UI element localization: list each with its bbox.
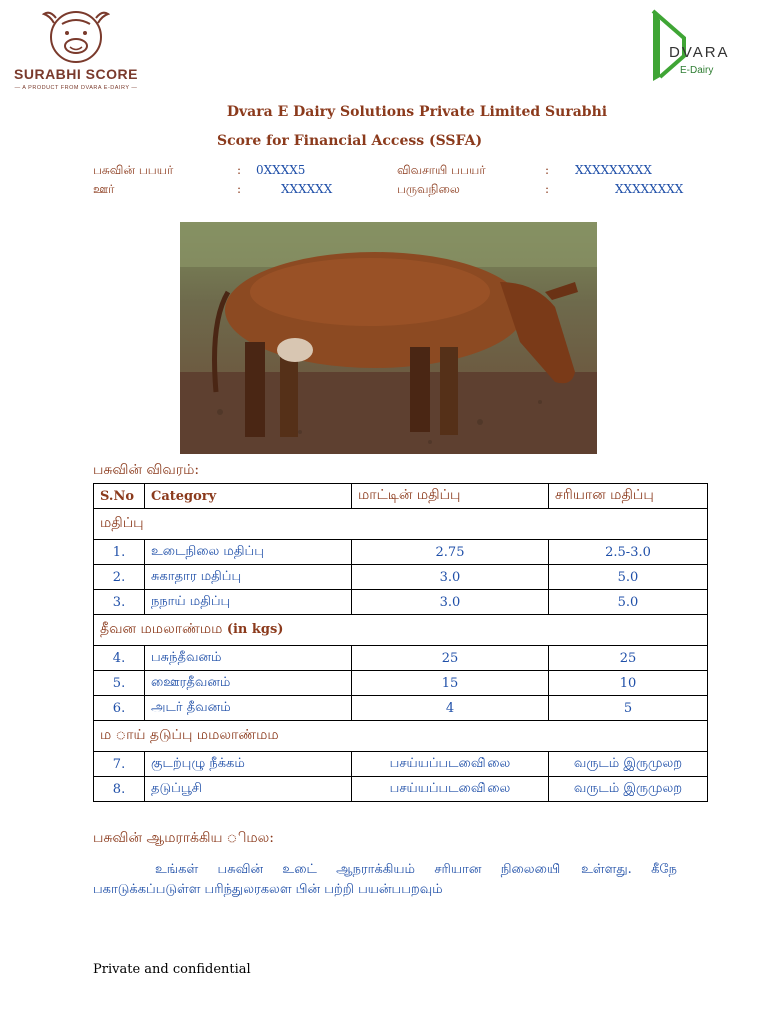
header-category: Category: [145, 484, 352, 509]
row-sno: 4.: [94, 646, 145, 671]
table-header-row: [94, 484, 708, 509]
row-ideal-value: 10: [549, 671, 708, 696]
dvara-wordmark: DVARA: [669, 44, 730, 61]
row-cow-value: பசய்யப்படவிை்லை: [352, 777, 549, 802]
table-group-row: [94, 721, 708, 752]
cow-photo: [180, 222, 597, 454]
row-cow-value: 3.0: [352, 590, 549, 615]
row-ideal-value: 5.0: [549, 590, 708, 615]
header-cow-value: மாட்டின் மதிப்பு: [352, 484, 549, 509]
report-title-line1: Dvara E Dairy Solutions Private Limited Surabhi: [226, 104, 608, 120]
row-category: சுகாதார மதிப்பு: [145, 565, 352, 590]
group-disease-prevention: ம ாய் தடுப்பு மமலாண்மம: [94, 721, 708, 752]
row-cow-value: 15: [352, 671, 549, 696]
row-category: உடைநிலை மதிப்பு: [145, 540, 352, 565]
row-category: ஊைரதீவனம்: [145, 671, 352, 696]
dvara-logo: [650, 8, 750, 84]
table-row: [94, 777, 708, 802]
season-label: பருவநிலை: [397, 182, 460, 196]
row-cow-value: 4: [352, 696, 549, 721]
colon: :: [237, 163, 242, 177]
cow-face-icon: [42, 6, 110, 64]
row-ideal-value: 2.5-3.0: [549, 540, 708, 565]
table-row: [94, 565, 708, 590]
row-cow-value: 25: [352, 646, 549, 671]
row-category: குடற்புழு நீக்கம்: [145, 752, 352, 777]
surabhi-score-tagline: — A PRODUCT FROM DVARA E-DAIRY —: [14, 85, 138, 91]
table-row: [94, 540, 708, 565]
row-sno: 2.: [94, 565, 145, 590]
row-ideal-value: வருடம் இருமுலற: [549, 777, 708, 802]
row-sno: 7.: [94, 752, 145, 777]
farmer-name-label: விவசாயி பபயர்: [397, 163, 486, 177]
group-score: மதிப்பு: [94, 509, 708, 540]
health-status-text: உங்கள் பசுவின் உடை் ஆநராக்கியம் சரியான நிலையிை் உள்ளது. கீநே பகாடுக்கப்படுள்ள பரிந்துலரகலள பின் பற்றி பயன்பபறவும்: [93, 862, 677, 897]
season-value: XXXXXXXX: [615, 182, 684, 196]
report-title-line2: Score for Financial Access (SSFA): [217, 133, 483, 149]
health-status-heading: பசுவின் ஆமராக்கிய ிமல:: [93, 830, 274, 846]
table-row: [94, 752, 708, 777]
group-feed: [94, 615, 708, 646]
row-cow-value: 3.0: [352, 565, 549, 590]
row-ideal-value: 25: [549, 646, 708, 671]
header-sno: S.No: [94, 484, 145, 509]
colon: :: [545, 182, 550, 196]
group-feed-label: தீவன மமலாண்மம: [100, 621, 223, 637]
table-group-row: [94, 615, 708, 646]
score-table: [93, 483, 708, 802]
row-sno: 8.: [94, 777, 145, 802]
row-sno: 3.: [94, 590, 145, 615]
table-row: [94, 671, 708, 696]
farmer-name-value: XXXXXXXXX: [575, 163, 652, 177]
row-cow-value: பசய்யப்படவிை்லை: [352, 752, 549, 777]
table-row: [94, 696, 708, 721]
cow-details-heading: பசுவின் விவரம்:: [93, 462, 200, 478]
row-sno: 1.: [94, 540, 145, 565]
row-category: அடர் தீவனம்: [145, 696, 352, 721]
table-group-row: [94, 509, 708, 540]
table-row: [94, 590, 708, 615]
group-feed-unit: (in kgs): [226, 622, 284, 637]
header-ideal-value: சரியான மதிப்பு: [549, 484, 708, 509]
village-value: XXXXXX: [281, 182, 333, 196]
row-category: பசுந்தீவனம்: [145, 646, 352, 671]
row-sno: 6.: [94, 696, 145, 721]
surabhi-score-wordmark: SURABHI SCORE: [14, 66, 138, 82]
row-ideal-value: 5.0: [549, 565, 708, 590]
row-cow-value: 2.75: [352, 540, 549, 565]
table-row: [94, 646, 708, 671]
row-category: நநாய் மதிப்பு: [145, 590, 352, 615]
row-ideal-value: 5: [549, 696, 708, 721]
cow-name-label: பசுவின் பபயர்: [93, 163, 174, 177]
village-label: ஊர்: [93, 182, 115, 196]
colon: :: [237, 182, 242, 196]
surabhi-score-logo: [6, 6, 146, 94]
row-category: தடுப்பூசி: [145, 777, 352, 802]
cow-name-value: 0XXXX5: [256, 163, 306, 177]
row-ideal-value: வருடம் இருமுலற: [549, 752, 708, 777]
colon: :: [545, 163, 550, 177]
confidentiality-footer: Private and confidential: [93, 962, 251, 977]
row-sno: 5.: [94, 671, 145, 696]
dvara-subtitle: E-Dairy: [680, 65, 714, 76]
